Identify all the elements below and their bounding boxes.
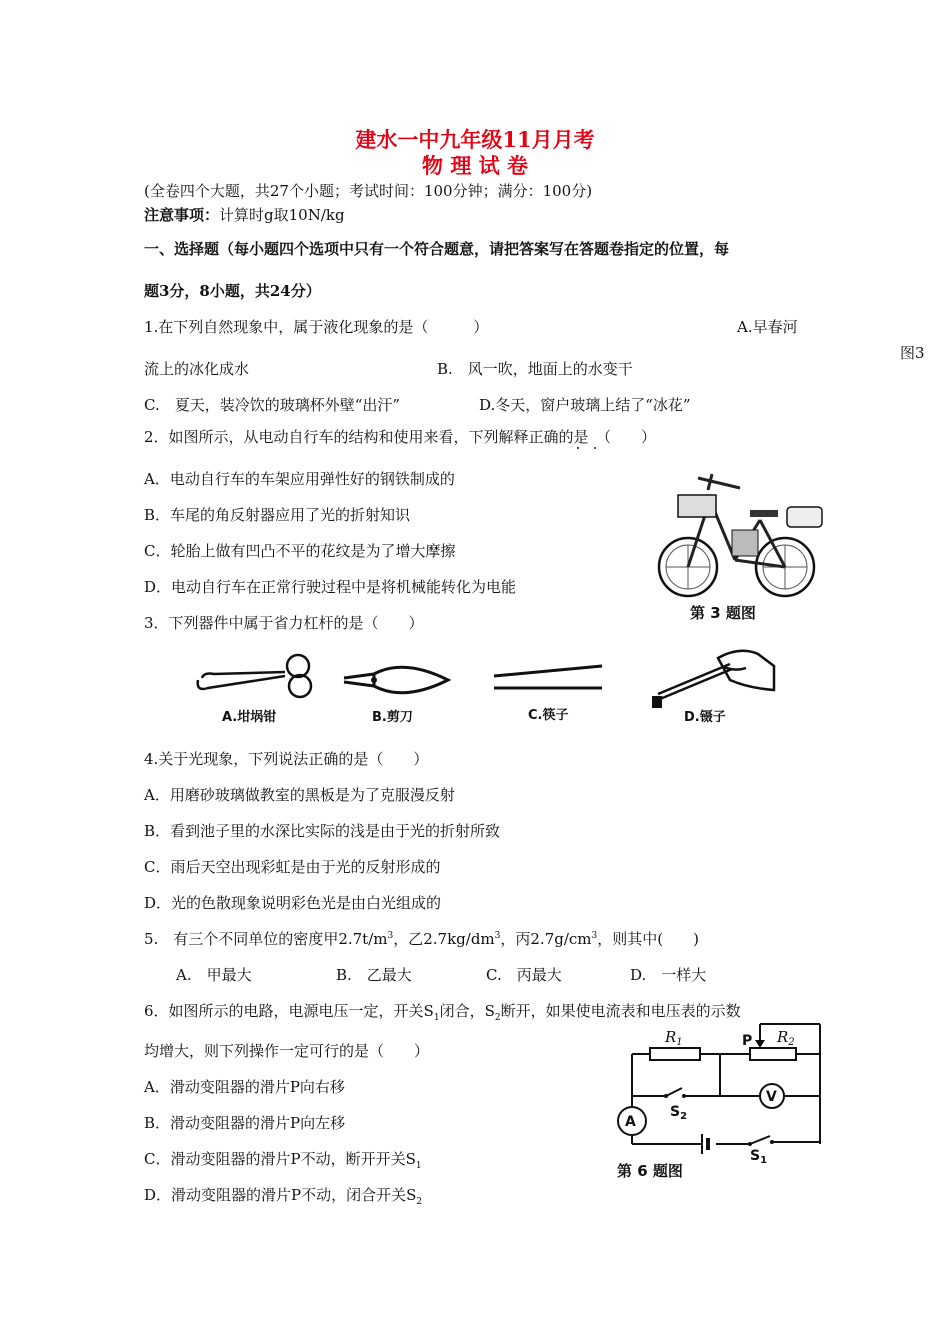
q3-label-c: C.筷子 [528, 708, 569, 723]
q6-option-d [144, 1184, 422, 1207]
superscript: 3 [387, 931, 394, 941]
q2-option-a: A．电动自行车的车架应用弹性好的钢铁制成的 [144, 470, 455, 488]
q6-option-c-text: C．滑动变阻器的滑片P不动，断开开关S [144, 1150, 416, 1168]
subscript: 1 [415, 1161, 422, 1171]
exam-title: 建水一中九年级11月月考 [355, 127, 595, 152]
chopsticks-icon [490, 660, 605, 700]
r2-label: $R_2$ [777, 1028, 795, 1048]
emphasis-dot [577, 447, 579, 449]
q6-stem-line2: 均增大，则下列操作一定可行的是（ ） [144, 1042, 430, 1060]
q4-option-a: A．用磨砂玻璃做教室的黑板是为了克服漫反射 [144, 786, 455, 804]
q2-figure-caption: 第 3 题图 [690, 604, 756, 622]
resistor-r1-icon [650, 1048, 700, 1060]
section-heading-line2: 题3分，8小题，共24分） [144, 282, 321, 300]
subscript: 1 [433, 1013, 440, 1023]
resistor-r2-icon [750, 1048, 796, 1060]
q1-option-c: C. 夏天，装冷饮的玻璃杯外壁“出汗” [144, 396, 401, 414]
q5-option-d: D. 一样大 [630, 966, 707, 984]
q4-option-c: C．雨后天空出现彩虹是由于光的反射形成的 [144, 858, 441, 876]
q1-option-d: D.冬天，窗户玻璃上结了“冰花” [479, 396, 691, 414]
s2-label: $S_2$ [670, 1104, 688, 1122]
q1-stem: 1.在下列自然现象中，属于液化现象的是（ ） [144, 318, 489, 336]
q4-option-b: B．看到池子里的水深比实际的浅是由于光的折射所致 [144, 822, 501, 840]
s1-label: $S_1$ [750, 1148, 768, 1166]
q6-figure-caption: 第 6 题图 [617, 1162, 683, 1180]
scissors-icon [338, 660, 458, 700]
subscript: 2 [494, 1013, 501, 1023]
q4-option-d: D．光的色散现象说明彩色光是由白光组成的 [144, 894, 442, 912]
superscript: 3 [591, 931, 598, 941]
superscript: 3 [494, 931, 501, 941]
q5-stem [144, 928, 699, 949]
q1-option-b: B. 风一吹，地面上的水变干 [437, 360, 633, 378]
q5-stem-part: 5. 有三个不同单位的密度甲2.7t/m [144, 930, 388, 948]
q5-stem-part: ，丙2.7g/cm [500, 930, 592, 948]
q3-label-a: A.坩埚钳 [222, 710, 277, 725]
note-text: 计算时g取10N/kg [219, 206, 345, 224]
q6-option-b: B．滑动变阻器的滑片P向左移 [144, 1114, 346, 1132]
q6-stem-part: 闭合，S [439, 1002, 495, 1020]
q5-option-b: B. 乙最大 [336, 966, 412, 984]
q1-option-a-end: 流上的冰化成水 [144, 360, 250, 378]
q5-option-a: A. 甲最大 [176, 966, 252, 984]
q3-label-d: D.镊子 [684, 710, 726, 725]
section-heading-line1: 一、选择题（每小题四个选项中只有一个符合题意，请把答案写在答题卷指定的位置，每 [144, 240, 730, 258]
exam-info: (全卷四个大题，共27个小题；考试时间：100分钟；满分：100分) [144, 182, 593, 200]
q6-option-a: A．滑动变阻器的滑片P向右移 [144, 1078, 345, 1096]
q3-stem: 3．下列器件中属于省力杠杆的是（ ） [144, 614, 424, 632]
q2-stem: 2．如图所示，从电动自行车的结构和使用来看，下列解释正确的是 （ ） [144, 428, 657, 446]
q5-stem-part: ，乙2.7kg/dm [393, 930, 495, 948]
q5-stem-part: ，则其中( ) [597, 930, 699, 948]
circuit-diagram [610, 1018, 830, 1166]
exam-note [144, 204, 345, 225]
q3-label-b: B.剪刀 [372, 710, 413, 725]
q1-option-a-start: A.早春河 [737, 318, 798, 336]
tweezers-hand-icon [648, 644, 778, 710]
voltmeter-label: V [766, 1089, 777, 1105]
q6-option-c [144, 1148, 422, 1171]
bicycle-figure [650, 460, 830, 600]
ammeter-label: A [625, 1114, 636, 1130]
q5-option-c: C. 丙最大 [486, 966, 562, 984]
crucible-tongs-icon [190, 650, 330, 702]
note-label: 注意事项： [144, 206, 220, 224]
r1-label: $R_1$ [665, 1028, 683, 1048]
side-label: 图3 [900, 344, 925, 362]
emphasis-dot [594, 447, 596, 449]
q2-option-c: C．轮胎上做有凹凸不平的花纹是为了增大摩擦 [144, 542, 456, 560]
q2-option-d: D．电动自行车在正常行驶过程中是将机械能转化为电能 [144, 578, 517, 596]
q6-stem-part: 断开，如果使电流表和电压表的示数 [500, 1002, 741, 1020]
q2-option-b: B．车尾的角反射器应用了光的折射知识 [144, 506, 411, 524]
slider-p-label: P [742, 1033, 753, 1049]
q4-stem: 4.关于光现象，下列说法正确的是（ ） [144, 750, 429, 768]
q6-stem-part: 6．如图所示的电路，电源电压一定，开关S [144, 1002, 434, 1020]
exam-subtitle: 物 理 试 卷 [422, 153, 528, 178]
subscript: 2 [416, 1197, 423, 1207]
q6-option-d-text: D．滑动变阻器的滑片P不动，闭合开关S [144, 1186, 417, 1204]
